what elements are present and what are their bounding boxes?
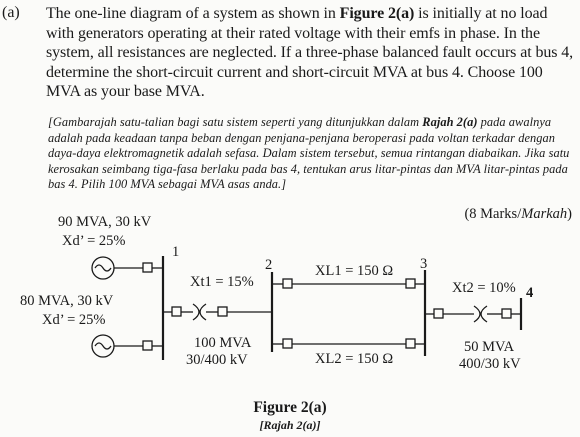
t2-rating: 50 MVA [464, 339, 515, 355]
t2-reactance: Xt2 = 10% [452, 280, 516, 296]
gen2-rating: 80 MVA, 30 kV [20, 293, 114, 309]
figure-caption: Figure 2(a) [253, 399, 327, 416]
breaker-t1-right [218, 307, 227, 316]
malay-text-after: pada awalnya adalah pada keadaan tanpa beban dengan penjana-penjana beroperasi pada voltan terkadar dengan daya-daya elektromagnetik adalah sefasa. Dalam sistem tersebut, semua rintangan diabaikan. Jika satu kerosakan seimbang tiga-fasa berlaku pada bas 4, tentukan arus litar-pintas dan MVA litar-pintas pada bas 4. Pilih 100 MVA sebagai MVA asas anda.] [48, 115, 570, 192]
marks-malay: Markah [521, 206, 568, 222]
marks-text: (8 Marks/ [464, 206, 522, 222]
breaker-l2-left [283, 339, 292, 348]
marks-close: ) [567, 206, 572, 222]
gen2-reactance: Xd’ = 25% [42, 312, 106, 328]
t1-voltage: 30/400 kV [186, 352, 248, 368]
question-label: (a) [2, 4, 20, 21]
t1-rating: 100 MVA [194, 335, 252, 351]
line1-reactance: XL1 = 150 Ω [315, 263, 394, 279]
breaker-l1-right [406, 279, 415, 288]
bus-3-label: 3 [420, 256, 428, 272]
malay-figure-reference: Rajah 2(a) [422, 115, 478, 129]
question-text-after: is initially at no load with generators operating at their rated voltage with their emfs in phase. In the system, all resistances are neglected. If a three-phase balanced fault occurs at bus 4, determine the short-circuit current and short-circuit MVA at bus 4. Choose 100 MVA as your base MVA. [46, 5, 574, 100]
transformer-t2-symbol [474, 306, 487, 322]
breaker-gen1 [143, 263, 152, 272]
breaker-l2-right [406, 339, 415, 348]
breaker-gen2 [143, 341, 152, 350]
breaker-l1-left [283, 279, 292, 288]
malay-text-before: [Gambarajah satu-talian bagi satu sistem seperti yang ditunjukkan dalam [48, 115, 423, 129]
breaker-t2-left [434, 309, 443, 318]
transformer-t1-symbol [193, 304, 206, 320]
line2-reactance: XL2 = 150 Ω [315, 351, 394, 367]
breaker-t2-right [502, 309, 511, 318]
bus-4-label: 4 [526, 285, 534, 301]
figure-reference: Figure 2(a) [339, 5, 415, 22]
gen1-reactance: Xd’ = 25% [62, 233, 126, 249]
figure-caption-malay: [Rajah 2(a)] [259, 418, 321, 432]
breaker-t1-left [172, 307, 181, 316]
t1-reactance: Xt1 = 15% [190, 274, 254, 290]
bus-1-label: 1 [172, 244, 180, 260]
bus-2-label: 2 [265, 257, 273, 273]
t2-voltage: 400/30 kV [459, 356, 521, 372]
question-text-before: The one-line diagram of a system as shown in [46, 5, 340, 22]
gen1-rating: 90 MVA, 30 kV [58, 214, 152, 230]
